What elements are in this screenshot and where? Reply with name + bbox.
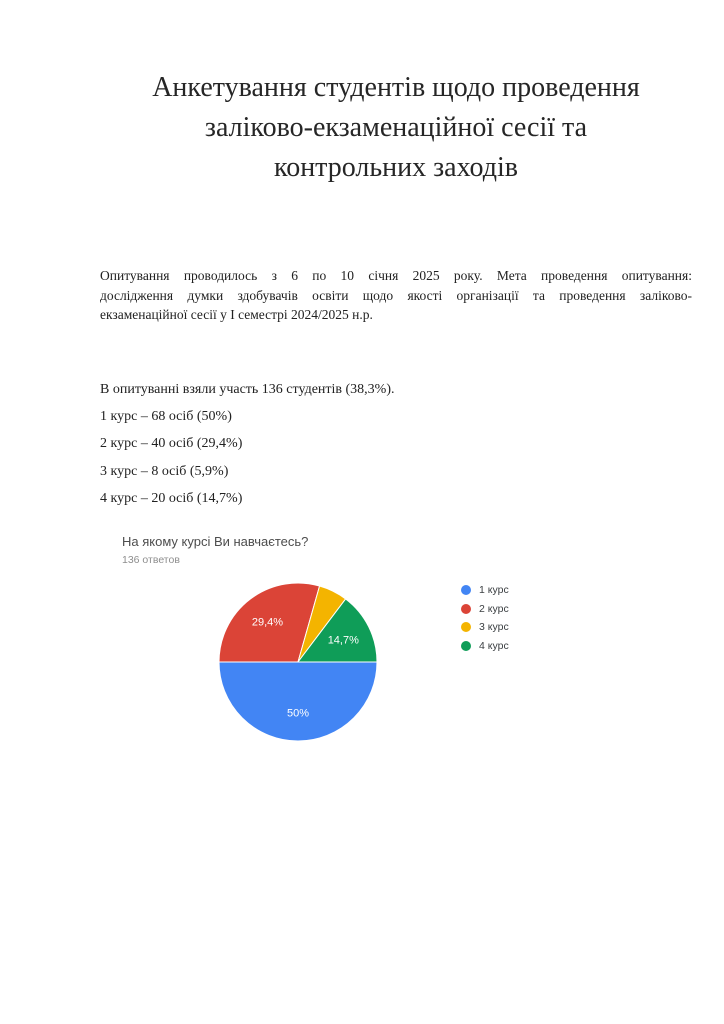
legend-color-dot (461, 622, 471, 632)
pie-chart (218, 582, 378, 742)
document-title-line: Анкетування студентів щодо проведення (152, 72, 640, 103)
intro-line: дослідження думки здобувачів освіти щодо якості організації та проведення заліково- (100, 287, 692, 303)
pie-slice-label: 50% (286, 707, 310, 720)
legend-item-3 (461, 618, 509, 637)
stat-course-2: 2 курс – 40 осіб (29,4%) (100, 436, 243, 452)
legend-label: 4 курс (479, 640, 509, 653)
pie-slice-label: 29,4% (251, 616, 284, 629)
legend-color-dot (461, 641, 471, 651)
legend-item-1 (461, 581, 509, 600)
stat-course-1: 1 курс – 68 осіб (50%) (100, 409, 232, 425)
document-title-line: контрольних заходів (274, 152, 518, 183)
participation-stats (100, 376, 692, 512)
intro-line: Опитування проводилось з 6 по 10 січня 2025 року. Мета проведення опитування: (100, 268, 692, 283)
intro-line: екзаменаційної сесії у І семестрі 2024/2025 н.р. (100, 307, 373, 322)
stat-course-4: 4 курс – 20 осіб (14,7%) (100, 490, 243, 506)
document-title-line: заліково-екзаменаційної сесії та (204, 112, 588, 143)
pie-slice-1 (219, 662, 377, 741)
stat-total: В опитуванні взяли участь 136 студентів (38,3%). (100, 382, 395, 397)
legend-color-dot (461, 585, 471, 595)
legend-label: 3 курс (479, 621, 509, 634)
document-title (100, 68, 692, 188)
legend-color-dot (461, 604, 471, 614)
pie-slice-label: 14,7% (327, 634, 359, 647)
legend-item-2 (461, 600, 509, 619)
chart-legend (461, 581, 509, 655)
chart-title: На якому курсі Ви навчаєтесь? (122, 534, 309, 549)
intro-paragraph (100, 266, 692, 325)
legend-label: 1 курс (479, 584, 509, 597)
chart-response-count: 136 ответов (122, 554, 180, 566)
legend-item-4 (461, 637, 509, 656)
legend-label: 2 курс (479, 602, 509, 615)
stat-course-3: 3 курс – 8 осіб (5,9%) (100, 463, 229, 479)
